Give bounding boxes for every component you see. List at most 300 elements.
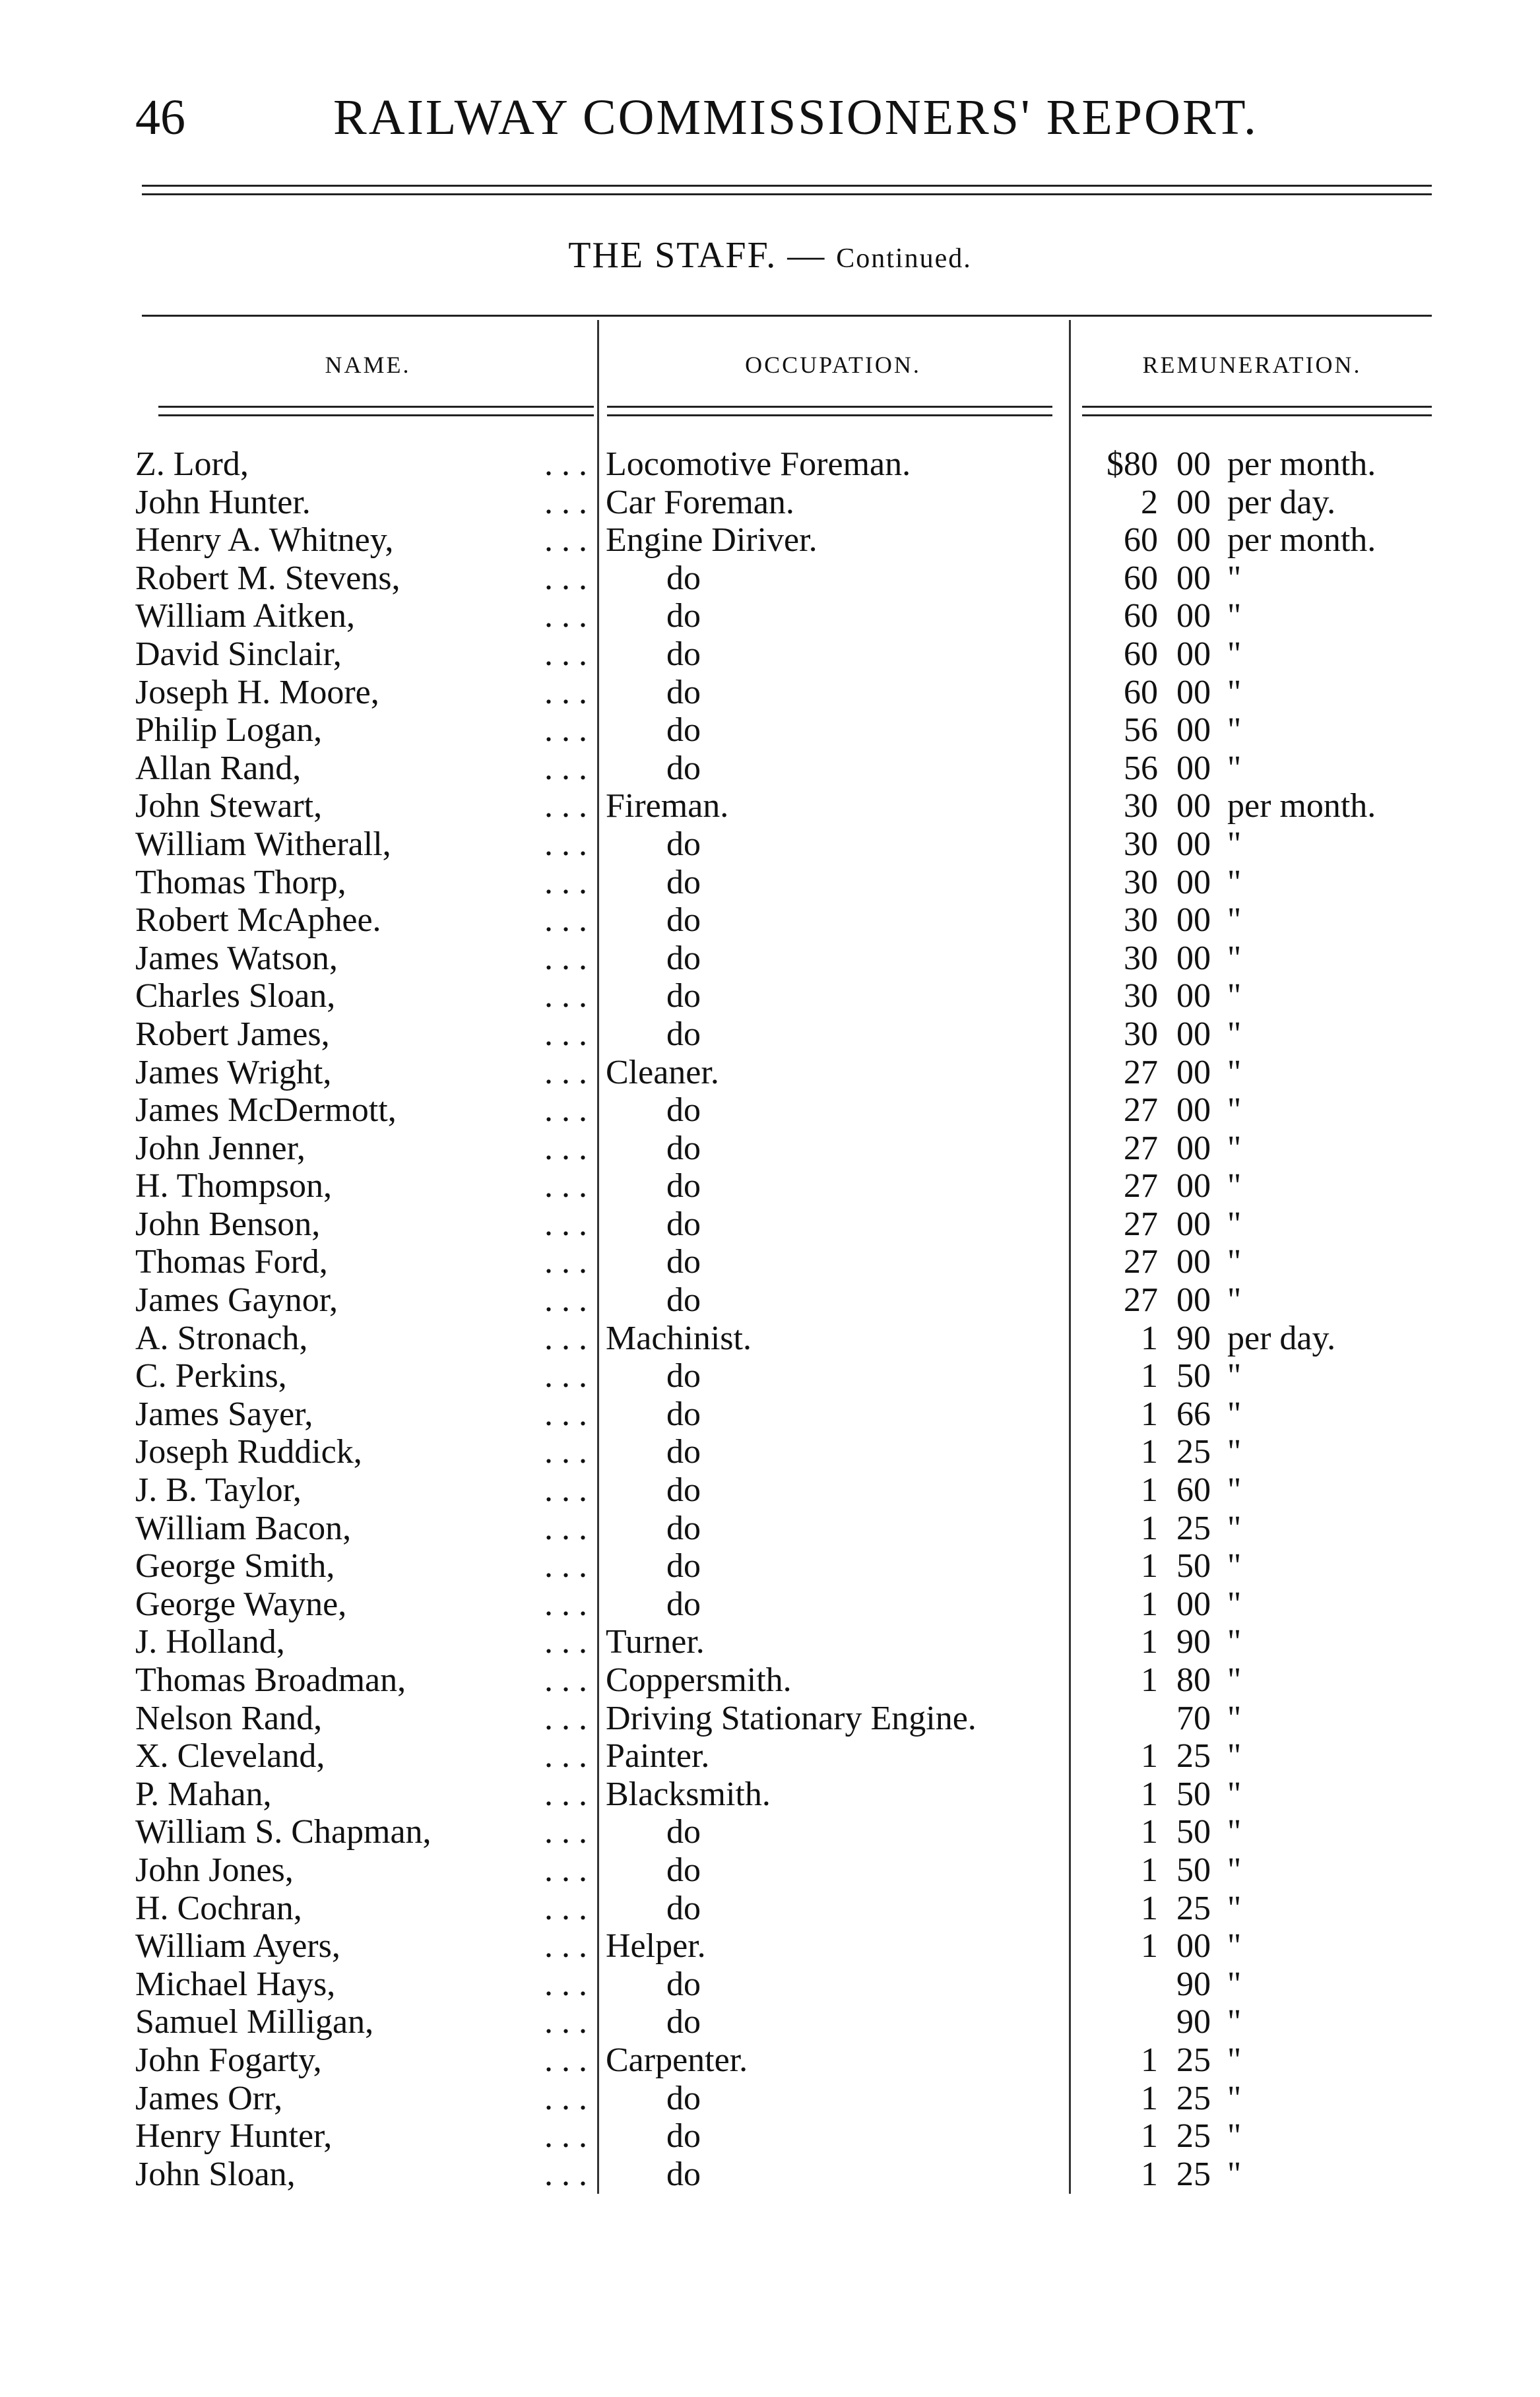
remuneration-dollars: 60 bbox=[1124, 673, 1158, 711]
staff-name: William Aitken, bbox=[135, 597, 355, 635]
table-row bbox=[0, 1737, 1540, 1775]
staff-name: Z. Lord, bbox=[135, 445, 249, 483]
table-row bbox=[0, 1243, 1540, 1281]
occupation-cell: do bbox=[666, 559, 701, 597]
staff-name: John Stewart, bbox=[135, 787, 323, 825]
dot-leaders: . . . bbox=[544, 2079, 587, 2117]
occupation-cell: do bbox=[666, 1433, 701, 1471]
dot-leaders: . . . bbox=[544, 559, 587, 597]
remuneration-cents: 00 bbox=[1176, 1205, 1211, 1243]
remuneration-unit: " bbox=[1227, 1509, 1242, 1547]
remuneration-unit: " bbox=[1227, 1015, 1242, 1053]
table-row bbox=[0, 1851, 1540, 1890]
remuneration-dollars: 1 bbox=[1141, 1433, 1158, 1471]
remuneration-cents: 00 bbox=[1176, 1129, 1211, 1167]
remuneration-cents: 00 bbox=[1176, 863, 1211, 901]
remuneration-unit: per month. bbox=[1227, 521, 1376, 559]
staff-name: Joseph H. Moore, bbox=[135, 673, 379, 711]
table-row bbox=[0, 2156, 1540, 2194]
remuneration-dollars: 60 bbox=[1124, 635, 1158, 673]
remuneration-cents: 00 bbox=[1176, 1281, 1211, 1320]
occupation-cell: Machinist. bbox=[606, 1319, 752, 1357]
occupation-cell: Blacksmith. bbox=[606, 1775, 771, 1813]
staff-name: Joseph Ruddick, bbox=[135, 1433, 362, 1471]
occupation-cell: do bbox=[666, 1281, 701, 1320]
remuneration-dollars: 1 bbox=[1141, 1547, 1158, 1585]
table-row bbox=[0, 1205, 1540, 1244]
remuneration-unit: " bbox=[1227, 1889, 1242, 1927]
remuneration-unit: " bbox=[1227, 1471, 1242, 1510]
occupation-cell: do bbox=[666, 1547, 701, 1585]
occupation-cell: Cleaner. bbox=[606, 1053, 719, 1091]
occupation-cell: do bbox=[666, 2155, 701, 2193]
staff-name: William Witherall, bbox=[135, 825, 391, 863]
remuneration-unit: " bbox=[1227, 2079, 1242, 2117]
table-row bbox=[0, 1813, 1540, 1851]
table-row bbox=[0, 445, 1540, 484]
dot-leaders: . . . bbox=[544, 1889, 587, 1927]
remuneration-unit: " bbox=[1227, 1053, 1242, 1091]
remuneration-dollars: 60 bbox=[1124, 597, 1158, 635]
table-row bbox=[0, 1890, 1540, 1928]
remuneration-unit: " bbox=[1227, 2003, 1242, 2041]
occupation-cell: do bbox=[666, 1205, 701, 1243]
remuneration-cents: 50 bbox=[1176, 1813, 1211, 1851]
table-row bbox=[0, 1585, 1540, 1624]
occupation-cell: do bbox=[666, 1015, 701, 1053]
remuneration-cents: 00 bbox=[1176, 1015, 1211, 1053]
staff-name: John Hunter. bbox=[135, 483, 311, 521]
dot-leaders: . . . bbox=[544, 597, 587, 635]
remuneration-unit: " bbox=[1227, 711, 1242, 750]
remuneration-dollars: 1 bbox=[1141, 1471, 1158, 1510]
occupation-cell: do bbox=[666, 1813, 701, 1851]
remuneration-unit: " bbox=[1227, 1661, 1242, 1699]
table-row bbox=[0, 1661, 1540, 1700]
remuneration-cents: 50 bbox=[1176, 1775, 1211, 1813]
remuneration-dollars: 1 bbox=[1141, 1775, 1158, 1813]
remuneration-unit: " bbox=[1227, 1927, 1242, 1966]
header-underline bbox=[607, 406, 1052, 416]
remuneration-dollars: 27 bbox=[1124, 1129, 1158, 1167]
dot-leaders: . . . bbox=[544, 1775, 587, 1813]
remuneration-unit: per day. bbox=[1227, 1319, 1336, 1357]
table-row bbox=[0, 901, 1540, 940]
staff-name: John Fogarty, bbox=[135, 2041, 322, 2079]
running-head: RAILWAY COMMISSIONERS' REPORT. bbox=[333, 90, 1258, 145]
staff-name: Allan Rand, bbox=[135, 749, 302, 787]
remuneration-dollars: 27 bbox=[1124, 1053, 1158, 1091]
remuneration-dollars: 1 bbox=[1141, 1813, 1158, 1851]
remuneration-unit: " bbox=[1227, 1585, 1242, 1623]
staff-name: Thomas Broadman, bbox=[135, 1661, 406, 1699]
occupation-cell: do bbox=[666, 1965, 701, 2003]
dot-leaders: . . . bbox=[544, 673, 587, 711]
remuneration-dollars: 27 bbox=[1124, 1243, 1158, 1281]
staff-name: William S. Chapman, bbox=[135, 1813, 432, 1851]
dot-leaders: . . . bbox=[544, 1015, 587, 1053]
occupation-cell: Turner. bbox=[606, 1623, 705, 1661]
remuneration-unit: " bbox=[1227, 1205, 1242, 1243]
occupation-cell: do bbox=[666, 1091, 701, 1130]
occupation-cell: Locomotive Foreman. bbox=[606, 445, 911, 483]
remuneration-cents: 00 bbox=[1176, 597, 1211, 635]
table-row bbox=[0, 521, 1540, 559]
dot-leaders: . . . bbox=[544, 901, 587, 940]
remuneration-cents: 00 bbox=[1176, 483, 1211, 521]
occupation-cell: do bbox=[666, 1509, 701, 1547]
staff-name: David Sinclair, bbox=[135, 635, 342, 673]
dot-leaders: . . . bbox=[544, 825, 587, 863]
table-row bbox=[0, 1433, 1540, 1471]
occupation-cell: do bbox=[666, 1395, 701, 1433]
remuneration-unit: " bbox=[1227, 1699, 1242, 1737]
occupation-cell: do bbox=[666, 635, 701, 673]
table-row bbox=[0, 1167, 1540, 1205]
remuneration-unit: " bbox=[1227, 635, 1242, 673]
dot-leaders: . . . bbox=[544, 1547, 587, 1585]
remuneration-dollars: 30 bbox=[1124, 825, 1158, 863]
table-row bbox=[0, 1927, 1540, 1966]
table-row bbox=[0, 1966, 1540, 2004]
occupation-cell: Helper. bbox=[606, 1927, 706, 1966]
dot-leaders: . . . bbox=[544, 1927, 587, 1966]
staff-name: Nelson Rand, bbox=[135, 1699, 323, 1737]
remuneration-cents: 00 bbox=[1176, 711, 1211, 750]
remuneration-dollars: 1 bbox=[1141, 1319, 1158, 1357]
staff-name: J. Holland, bbox=[135, 1623, 285, 1661]
table-row bbox=[0, 787, 1540, 825]
remuneration-dollars: 1 bbox=[1141, 2117, 1158, 2156]
table-row bbox=[0, 1471, 1540, 1510]
header-underline bbox=[158, 406, 594, 416]
table-row bbox=[0, 1281, 1540, 1320]
dot-leaders: . . . bbox=[544, 445, 587, 483]
table-row bbox=[0, 1623, 1540, 1661]
table-row bbox=[0, 1091, 1540, 1130]
occupation-cell: do bbox=[666, 1357, 701, 1395]
occupation-cell: do bbox=[666, 1471, 701, 1510]
section-title bbox=[0, 234, 1540, 276]
page-header bbox=[135, 89, 1323, 162]
remuneration-unit: " bbox=[1227, 863, 1242, 901]
column-header-remuneration: REMUNERATION. bbox=[1142, 352, 1362, 378]
remuneration-unit: " bbox=[1227, 1813, 1242, 1851]
remuneration-cents: 50 bbox=[1176, 1851, 1211, 1889]
occupation-cell: Driving Stationary Engine. bbox=[606, 1699, 977, 1737]
staff-name: Henry Hunter, bbox=[135, 2117, 333, 2156]
remuneration-dollars: 1 bbox=[1141, 1737, 1158, 1775]
table-row bbox=[0, 1320, 1540, 1358]
occupation-cell: do bbox=[666, 939, 701, 977]
remuneration-unit: " bbox=[1227, 1167, 1242, 1205]
dot-leaders: . . . bbox=[544, 711, 587, 750]
dot-leaders: . . . bbox=[544, 1813, 587, 1851]
remuneration-cents: 50 bbox=[1176, 1547, 1211, 1585]
occupation-cell: Painter. bbox=[606, 1737, 710, 1775]
remuneration-cents: 60 bbox=[1176, 1471, 1211, 1510]
occupation-cell: do bbox=[666, 749, 701, 787]
remuneration-dollars: 30 bbox=[1124, 901, 1158, 940]
remuneration-unit: " bbox=[1227, 901, 1242, 940]
remuneration-dollars: 1 bbox=[1141, 1395, 1158, 1433]
remuneration-unit: per month. bbox=[1227, 445, 1376, 483]
remuneration-cents: 00 bbox=[1176, 1927, 1211, 1966]
remuneration-cents: 25 bbox=[1176, 1433, 1211, 1471]
dot-leaders: . . . bbox=[544, 939, 587, 977]
remuneration-dollars: 60 bbox=[1124, 521, 1158, 559]
dot-leaders: . . . bbox=[544, 1623, 587, 1661]
table-row bbox=[0, 1357, 1540, 1395]
remuneration-cents: 00 bbox=[1176, 521, 1211, 559]
remuneration-cents: 00 bbox=[1176, 1167, 1211, 1205]
remuneration-unit: " bbox=[1227, 1737, 1242, 1775]
remuneration-dollars: 1 bbox=[1141, 1357, 1158, 1395]
remuneration-dollars: 1 bbox=[1141, 1851, 1158, 1889]
staff-name: P. Mahan, bbox=[135, 1775, 272, 1813]
occupation-cell: do bbox=[666, 1167, 701, 1205]
table-row bbox=[0, 825, 1540, 864]
staff-name: James Wright, bbox=[135, 1053, 332, 1091]
staff-name: James Gaynor, bbox=[135, 1281, 338, 1320]
dot-leaders: . . . bbox=[544, 1167, 587, 1205]
header-rule bbox=[142, 185, 1432, 195]
dot-leaders: . . . bbox=[544, 1699, 587, 1737]
remuneration-cents: 00 bbox=[1176, 559, 1211, 597]
remuneration-cents: 25 bbox=[1176, 2079, 1211, 2117]
remuneration-cents: 25 bbox=[1176, 2155, 1211, 2193]
occupation-cell: Fireman. bbox=[606, 787, 729, 825]
remuneration-cents: 50 bbox=[1176, 1357, 1211, 1395]
staff-name: William Bacon, bbox=[135, 1509, 352, 1547]
occupation-cell: do bbox=[666, 2079, 701, 2117]
column-header-occupation: OCCUPATION. bbox=[745, 352, 921, 378]
remuneration-unit: " bbox=[1227, 1281, 1242, 1320]
dot-leaders: . . . bbox=[544, 863, 587, 901]
remuneration-dollars: 30 bbox=[1124, 977, 1158, 1015]
occupation-cell: do bbox=[666, 901, 701, 940]
remuneration-unit: " bbox=[1227, 597, 1242, 635]
remuneration-unit: " bbox=[1227, 825, 1242, 863]
column-header-name: NAME. bbox=[325, 352, 411, 378]
dot-leaders: . . . bbox=[544, 1205, 587, 1243]
table-row bbox=[0, 1510, 1540, 1548]
table-row bbox=[0, 977, 1540, 1015]
staff-name: George Wayne, bbox=[135, 1585, 347, 1623]
table-top-rule bbox=[142, 315, 1432, 317]
dot-leaders: . . . bbox=[544, 1471, 587, 1510]
staff-name: John Jenner, bbox=[135, 1129, 305, 1167]
remuneration-dollars: 2 bbox=[1141, 483, 1158, 521]
remuneration-cents: 90 bbox=[1176, 2003, 1211, 2041]
remuneration-dollars: 27 bbox=[1124, 1281, 1158, 1320]
remuneration-dollars: 1 bbox=[1141, 1509, 1158, 1547]
remuneration-cents: 70 bbox=[1176, 1699, 1211, 1737]
remuneration-dollars: 56 bbox=[1124, 711, 1158, 750]
staff-name: Robert M. Stevens, bbox=[135, 559, 401, 597]
table-row bbox=[0, 711, 1540, 750]
remuneration-cents: 00 bbox=[1176, 1243, 1211, 1281]
occupation-cell: Coppersmith. bbox=[606, 1661, 792, 1699]
remuneration-cents: 90 bbox=[1176, 1965, 1211, 2003]
remuneration-dollars: 1 bbox=[1141, 1585, 1158, 1623]
table-row bbox=[0, 635, 1540, 674]
occupation-cell: Carpenter. bbox=[606, 2041, 748, 2079]
occupation-cell: do bbox=[666, 825, 701, 863]
occupation-cell: do bbox=[666, 711, 701, 750]
dot-leaders: . . . bbox=[544, 1243, 587, 1281]
staff-name: Robert McAphee. bbox=[135, 901, 381, 940]
remuneration-dollars: 1 bbox=[1141, 2079, 1158, 2117]
staff-name: William Ayers, bbox=[135, 1927, 340, 1966]
table-row bbox=[0, 1700, 1540, 1738]
remuneration-cents: 00 bbox=[1176, 749, 1211, 787]
dot-leaders: . . . bbox=[544, 1509, 587, 1547]
dot-leaders: . . . bbox=[544, 521, 587, 559]
occupation-cell: do bbox=[666, 1851, 701, 1889]
remuneration-unit: " bbox=[1227, 673, 1242, 711]
dot-leaders: . . . bbox=[544, 1357, 587, 1395]
remuneration-cents: 90 bbox=[1176, 1623, 1211, 1661]
table-row bbox=[0, 864, 1540, 902]
occupation-cell: do bbox=[666, 673, 701, 711]
staff-name: James McDermott, bbox=[135, 1091, 397, 1130]
table-row bbox=[0, 1775, 1540, 1814]
remuneration-cents: 00 bbox=[1176, 1053, 1211, 1091]
remuneration-unit: " bbox=[1227, 2041, 1242, 2079]
dot-leaders: . . . bbox=[544, 635, 587, 673]
staff-name: H. Cochran, bbox=[135, 1889, 302, 1927]
staff-name: Philip Logan, bbox=[135, 711, 323, 750]
section-title-main: THE STAFF. — bbox=[568, 235, 837, 276]
remuneration-cents: 00 bbox=[1176, 1585, 1211, 1623]
remuneration-unit: " bbox=[1227, 1395, 1242, 1433]
table-row bbox=[0, 2041, 1540, 2080]
remuneration-unit: " bbox=[1227, 939, 1242, 977]
staff-name: James Sayer, bbox=[135, 1395, 313, 1433]
dot-leaders: . . . bbox=[544, 2003, 587, 2041]
dot-leaders: . . . bbox=[544, 2117, 587, 2156]
occupation-cell: Engine Diriver. bbox=[606, 521, 818, 559]
remuneration-dollars: 30 bbox=[1124, 1015, 1158, 1053]
remuneration-cents: 80 bbox=[1176, 1661, 1211, 1699]
dot-leaders: . . . bbox=[544, 1661, 587, 1699]
staff-name: Charles Sloan, bbox=[135, 977, 336, 1015]
occupation-cell: do bbox=[666, 1129, 701, 1167]
remuneration-unit: per day. bbox=[1227, 483, 1336, 521]
remuneration-unit: " bbox=[1227, 1433, 1242, 1471]
remuneration-dollars: $80 bbox=[1107, 445, 1158, 483]
table-row bbox=[0, 1395, 1540, 1434]
remuneration-cents: 00 bbox=[1176, 901, 1211, 940]
table-row bbox=[0, 559, 1540, 598]
remuneration-cents: 00 bbox=[1176, 1091, 1211, 1130]
remuneration-unit: " bbox=[1227, 1851, 1242, 1889]
staff-name: John Benson, bbox=[135, 1205, 321, 1243]
section-title-continued: Continued. bbox=[836, 243, 972, 274]
table-row bbox=[0, 1054, 1540, 1092]
dot-leaders: . . . bbox=[544, 483, 587, 521]
staff-name: James Watson, bbox=[135, 939, 338, 977]
table-row bbox=[0, 940, 1540, 978]
table-row bbox=[0, 2080, 1540, 2118]
remuneration-dollars: 27 bbox=[1124, 1167, 1158, 1205]
dot-leaders: . . . bbox=[544, 787, 587, 825]
dot-leaders: . . . bbox=[544, 1053, 587, 1091]
dot-leaders: . . . bbox=[544, 1965, 587, 2003]
staff-table-body bbox=[0, 445, 1540, 2193]
remuneration-unit: " bbox=[1227, 1129, 1242, 1167]
remuneration-unit: " bbox=[1227, 977, 1242, 1015]
occupation-cell: Car Foreman. bbox=[606, 483, 794, 521]
remuneration-cents: 25 bbox=[1176, 1509, 1211, 1547]
remuneration-cents: 00 bbox=[1176, 939, 1211, 977]
page-number: 46 bbox=[135, 90, 185, 145]
staff-name: Robert James, bbox=[135, 1015, 330, 1053]
staff-name: C. Perkins, bbox=[135, 1357, 287, 1395]
dot-leaders: . . . bbox=[544, 1281, 587, 1320]
staff-name: Thomas Thorp, bbox=[135, 863, 346, 901]
table-row bbox=[0, 750, 1540, 788]
dot-leaders: . . . bbox=[544, 1091, 587, 1130]
staff-name: James Orr, bbox=[135, 2079, 283, 2117]
staff-name: J. B. Taylor, bbox=[135, 1471, 302, 1510]
remuneration-unit: " bbox=[1227, 1357, 1242, 1395]
table-row bbox=[0, 1015, 1540, 1054]
remuneration-dollars: 30 bbox=[1124, 939, 1158, 977]
staff-name: X. Cleveland, bbox=[135, 1737, 325, 1775]
remuneration-dollars: 1 bbox=[1141, 1623, 1158, 1661]
remuneration-dollars: 1 bbox=[1141, 2041, 1158, 2079]
table-row bbox=[0, 484, 1540, 522]
remuneration-dollars: 30 bbox=[1124, 863, 1158, 901]
staff-name: H. Thompson, bbox=[135, 1167, 333, 1205]
remuneration-dollars: 60 bbox=[1124, 559, 1158, 597]
occupation-cell: do bbox=[666, 597, 701, 635]
occupation-cell: do bbox=[666, 1889, 701, 1927]
occupation-cell: do bbox=[666, 977, 701, 1015]
remuneration-unit: " bbox=[1227, 1091, 1242, 1130]
dot-leaders: . . . bbox=[544, 1129, 587, 1167]
remuneration-unit: " bbox=[1227, 2155, 1242, 2193]
remuneration-dollars: 1 bbox=[1141, 1661, 1158, 1699]
dot-leaders: . . . bbox=[544, 2041, 587, 2079]
table-row bbox=[0, 1547, 1540, 1585]
staff-name: John Jones, bbox=[135, 1851, 294, 1889]
occupation-cell: do bbox=[666, 863, 701, 901]
dot-leaders: . . . bbox=[544, 1737, 587, 1775]
dot-leaders: . . . bbox=[544, 1585, 587, 1623]
staff-name: George Smith, bbox=[135, 1547, 335, 1585]
occupation-cell: do bbox=[666, 2117, 701, 2156]
remuneration-dollars: 30 bbox=[1124, 787, 1158, 825]
header-underline bbox=[1082, 406, 1432, 416]
occupation-cell: do bbox=[666, 2003, 701, 2041]
occupation-cell: do bbox=[666, 1243, 701, 1281]
remuneration-cents: 25 bbox=[1176, 2117, 1211, 2156]
remuneration-cents: 00 bbox=[1176, 635, 1211, 673]
table-row bbox=[0, 2117, 1540, 2156]
staff-name: A. Stronach, bbox=[135, 1319, 308, 1357]
remuneration-cents: 25 bbox=[1176, 2041, 1211, 2079]
remuneration-cents: 00 bbox=[1176, 673, 1211, 711]
dot-leaders: . . . bbox=[544, 1851, 587, 1889]
staff-name: Samuel Milligan, bbox=[135, 2003, 374, 2041]
dot-leaders: . . . bbox=[544, 749, 587, 787]
remuneration-cents: 66 bbox=[1176, 1395, 1211, 1433]
dot-leaders: . . . bbox=[544, 2155, 587, 2193]
dot-leaders: . . . bbox=[544, 977, 587, 1015]
